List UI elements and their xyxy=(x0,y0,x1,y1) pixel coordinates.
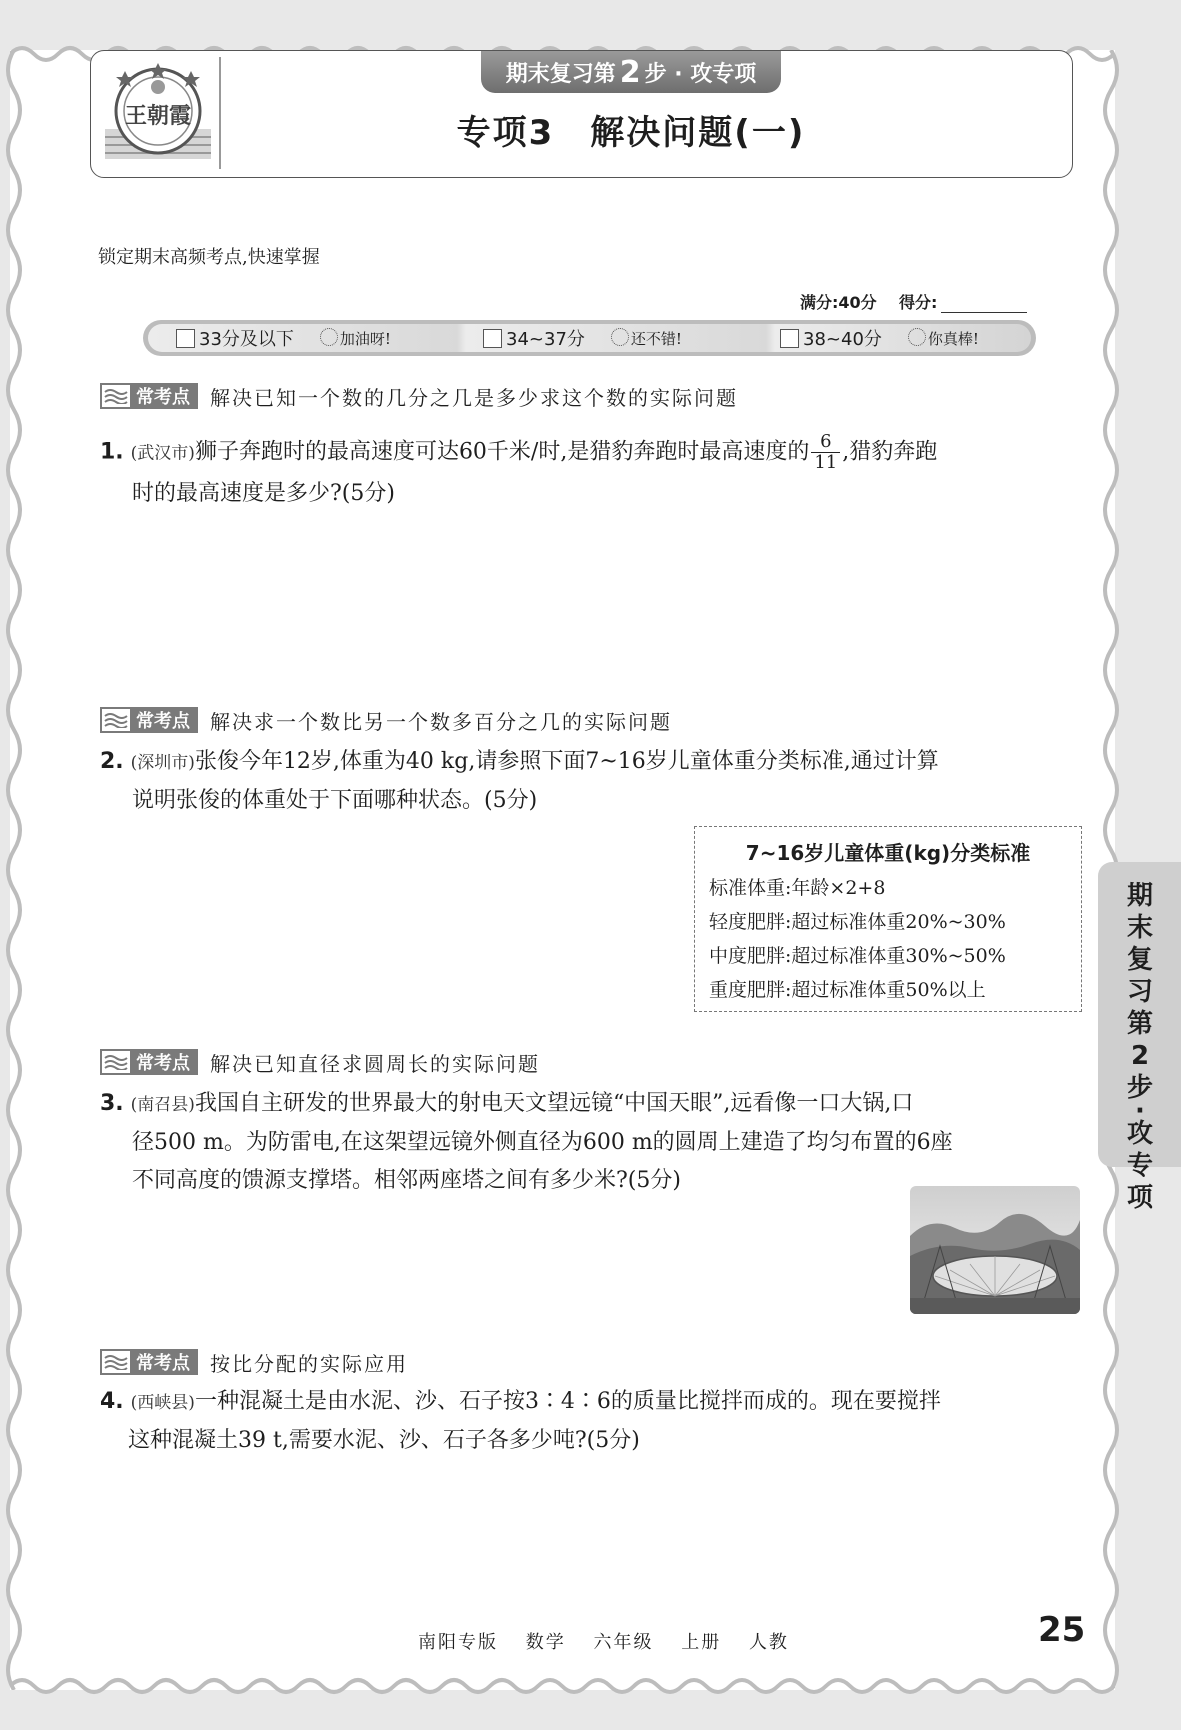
kp-tag: 常考点 xyxy=(100,707,198,733)
wave-icon xyxy=(102,1351,130,1373)
question-text: 说明张俊的体重处于下面哪种状态。(5分) xyxy=(132,788,538,813)
side-tab xyxy=(1098,862,1181,1213)
rating-item-high xyxy=(780,324,979,352)
standard-title: 7~16岁儿童体重(kg)分类标准 xyxy=(745,841,1031,865)
wavy-border-bottom xyxy=(10,1674,1115,1698)
question-1 xyxy=(100,432,1085,513)
question-text: 不同高度的馈源支撑塔。相邻两座塔之间有多少米?(5分) xyxy=(132,1168,681,1193)
score-label: 得分: xyxy=(898,293,938,312)
rating-bar xyxy=(143,320,1036,356)
kp-text: 解决已知一个数的几分之几是多少求这个数的实际问题 xyxy=(210,385,738,410)
step-suffix: 步 · 攻专项 xyxy=(644,61,757,87)
smile-icon xyxy=(611,328,629,346)
footer-subject: 数学 xyxy=(525,1632,566,1653)
full-score: 满分:40分 xyxy=(800,293,877,312)
logo-text: 王朝霞 xyxy=(124,103,192,129)
kp-tag: 常考点 xyxy=(100,1349,198,1375)
rating-praise-high: 你真棒! xyxy=(908,328,979,349)
rating-inner xyxy=(148,324,1031,352)
score-blank[interactable] xyxy=(941,294,1027,313)
smile-icon xyxy=(320,328,338,346)
question-text: 狮子奔跑时的最高速度可达60千米/时,是猎豹奔跑时最高速度的 xyxy=(194,439,810,465)
footer-edition: 南阳专版 xyxy=(418,1632,498,1653)
question-text: 一种混凝土是由水泥、沙、石子按3∶4∶6的质量比搅拌而成的。现在要搅拌 xyxy=(194,1389,941,1414)
knowledge-point-2 xyxy=(100,706,672,734)
question-number: 4. xyxy=(100,1389,124,1414)
question-text: 我国自主研发的世界最大的射电天文望远镜“中国天眼”,远看像一口大锅,口 xyxy=(194,1091,914,1116)
standard-line: 轻度肥胖:超过标准体重20%~30% xyxy=(709,911,1006,933)
step-number: 2 xyxy=(619,54,641,90)
score-line xyxy=(800,290,1027,313)
footer-grade: 六年级 xyxy=(593,1632,654,1653)
kp-tag: 常考点 xyxy=(100,1049,198,1075)
rating-checkbox-low[interactable] xyxy=(176,329,195,348)
footer-volume: 上册 xyxy=(681,1632,722,1653)
question-source: (武汉市) xyxy=(130,443,195,464)
step-prefix: 期末复习第 xyxy=(505,61,616,87)
rating-range-low: 33分及以下 xyxy=(199,329,294,350)
standard-line: 标准体重:年龄×2+8 xyxy=(709,877,886,899)
side-tab-text: 期 末 复 习 第 2 步 · 攻 专 项 xyxy=(1126,881,1153,1213)
wavy-border-left xyxy=(2,50,26,1690)
knowledge-point-4 xyxy=(100,1348,408,1376)
page-number: 25 xyxy=(1038,1610,1086,1650)
knowledge-point-1 xyxy=(100,382,738,410)
fraction: $\frac{6}{11}$ xyxy=(811,432,840,473)
question-3 xyxy=(100,1085,1085,1200)
question-number: 1. xyxy=(100,439,124,465)
telescope-photo xyxy=(910,1186,1080,1314)
question-text: ,猎豹奔跑 xyxy=(842,439,938,465)
question-number: 2. xyxy=(100,749,124,774)
knowledge-point-3 xyxy=(100,1048,540,1076)
rating-checkbox-high[interactable] xyxy=(780,329,799,348)
question-source: (西峡县) xyxy=(130,1393,195,1413)
question-source: (深圳市) xyxy=(130,753,195,773)
rating-praise-mid: 还不错! xyxy=(611,328,682,349)
rating-range-mid: 34~37分 xyxy=(506,329,585,350)
topic-title: 专项3 解决问题(一) xyxy=(456,113,806,153)
rating-range-high: 38~40分 xyxy=(803,329,882,350)
kp-tag: 常考点 xyxy=(100,383,198,409)
step-banner xyxy=(481,51,781,93)
kp-text: 解决已知直径求圆周长的实际问题 xyxy=(210,1051,540,1076)
header-panel xyxy=(90,50,1073,178)
smile-icon xyxy=(908,328,926,346)
question-4 xyxy=(100,1383,1085,1460)
question-text: 径500 m。为防雷电,在这架望远镜外侧直径为600 m的圆周上建造了均匀布置的6座 xyxy=(132,1130,953,1155)
question-2 xyxy=(100,743,1085,820)
wave-icon xyxy=(102,385,130,407)
wave-icon xyxy=(102,709,130,731)
brand-logo xyxy=(103,59,213,169)
rating-praise-low: 加油呀! xyxy=(320,328,391,349)
logo-divider xyxy=(219,57,221,169)
standard-line: 重度肥胖:超过标准体重50%以上 xyxy=(709,979,986,1001)
question-number: 3. xyxy=(100,1091,124,1116)
rating-item-mid xyxy=(483,324,682,352)
weight-standard-table xyxy=(694,826,1082,1012)
kp-text: 解决求一个数比另一个数多百分之几的实际问题 xyxy=(210,709,672,734)
kp-text: 按比分配的实际应用 xyxy=(210,1351,408,1376)
rating-item-low xyxy=(176,324,391,352)
subtitle: 锁定期末高频考点,快速掌握 xyxy=(98,247,320,268)
question-source: (南召县) xyxy=(130,1095,195,1115)
question-text: 这种混凝土39 t,需要水泥、沙、石子各多少吨?(5分) xyxy=(128,1428,640,1453)
wave-icon xyxy=(102,1051,130,1073)
footer-publisher: 人教 xyxy=(748,1632,789,1653)
rating-checkbox-mid[interactable] xyxy=(483,329,502,348)
question-text: 时的最高速度是多少?(5分) xyxy=(132,481,395,506)
footer xyxy=(418,1628,809,1654)
standard-line: 中度肥胖:超过标准体重30%~50% xyxy=(709,945,1006,967)
question-text: 张俊今年12岁,体重为40 kg,请参照下面7~16岁儿童体重分类标准,通过计算 xyxy=(194,749,939,774)
